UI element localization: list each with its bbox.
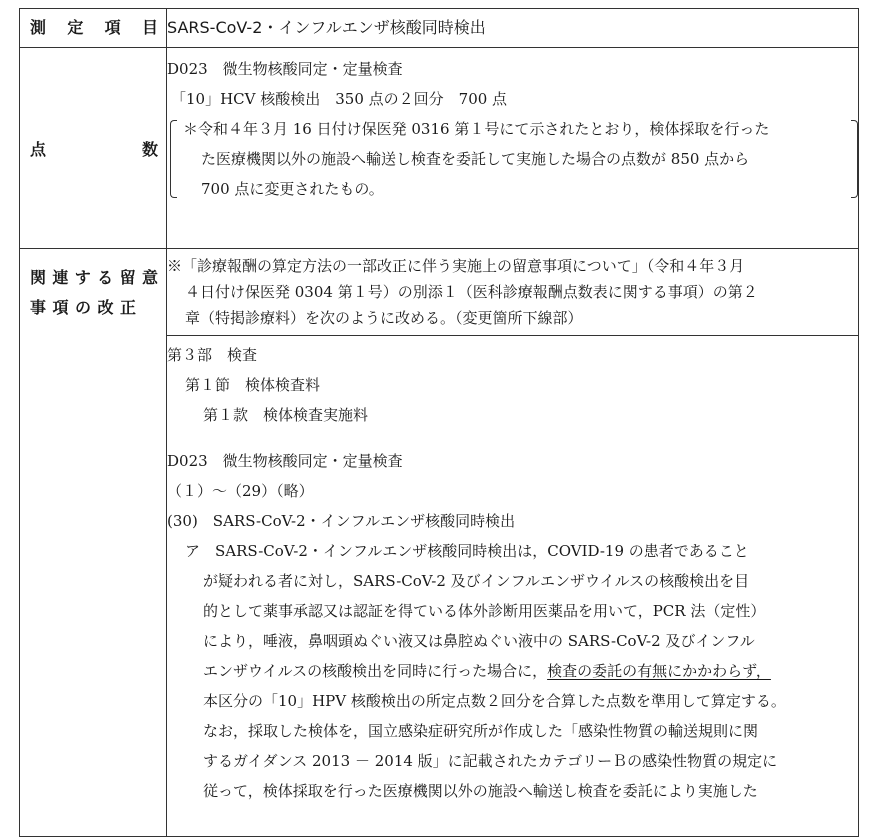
paragraph-a-line: 本区分の「10」HPV 核酸検出の所定点数２回分を合算した点数を準用して算定する。 xyxy=(203,692,786,710)
points-line-1: D023 微生物核酸同定・定量検査 xyxy=(167,60,403,78)
points-note-line: ＊令和４年３月 16 日付け保医発 0316 第１号にて示されたとおり，検体採取を行った xyxy=(183,120,770,138)
changed-text-underline: 検査の委託の有無にかかわらず， xyxy=(547,662,771,680)
paragraph-a-line: により，唾液，鼻咽頭ぬぐい液又は鼻腔ぬぐい液中の SARS-CoV-2 及びインフル xyxy=(203,632,755,650)
header-row xyxy=(20,9,859,48)
paragraph-a-line: が疑われる者に対し，SARS-CoV-2 及びインフルエンザウイルスの核酸検出を目 xyxy=(203,572,750,590)
points-label-char: 数 xyxy=(141,139,158,159)
points-note xyxy=(167,114,858,204)
related-label-cell xyxy=(20,249,167,837)
related-label-char: 項 xyxy=(52,298,69,317)
part-heading: 第３部 検査 xyxy=(167,346,258,364)
points-label-cell xyxy=(20,48,167,249)
notice-line: ４日付け保医発 0304 第１号）の別添１（医科診療報酬点数表に関する事項）の第２ xyxy=(185,283,758,301)
related-label-char: 事 xyxy=(30,298,47,317)
item-code: D023 微生物核酸同定・定量検査 xyxy=(167,452,403,470)
related-notice-cell xyxy=(167,249,859,336)
paragraph-a-underlined-line xyxy=(167,656,858,686)
paragraph-a-line: 従って，検体採取を行った医療機関以外の施設へ輸送し検査を委託により実施した xyxy=(203,782,758,800)
points-line-2: 「10」HCV 核酸検出 350 点の２回分 700 点 xyxy=(171,90,508,108)
paragraph-a-lead: ア SARS-CoV-2・インフルエンザ核酸同時検出は，COVID-19 の患者であること xyxy=(185,542,749,560)
related-row xyxy=(20,249,859,336)
page-title: SARS-CoV-2・インフルエンザ核酸同時検出 xyxy=(167,18,486,37)
related-label-char: す xyxy=(74,268,91,287)
item-range: （１）～（29）（略） xyxy=(167,482,314,500)
item-30-title: (30) SARS-CoV-2・インフルエンザ核酸同時検出 xyxy=(167,512,516,530)
related-label-char: る xyxy=(97,268,114,287)
points-note-line: た医療機関以外の施設へ輸送し検査を委託して実施した場合の点数が 850 点から xyxy=(201,150,750,168)
points-label xyxy=(20,137,166,160)
notice-line: ※「診療報酬の算定方法の一部改正に伴う実施上の留意事項について」（令和４年３月 xyxy=(167,257,745,275)
header-label-char: 項 xyxy=(104,18,121,37)
related-label-char: 連 xyxy=(52,268,69,287)
related-label-char: の xyxy=(74,298,91,317)
related-label-line-1 xyxy=(20,263,166,293)
bracket-right xyxy=(851,120,858,198)
notice-line: 章（特掲診療料）を次のように改める。（変更箇所下線部） xyxy=(185,309,583,327)
related-label-char: 改 xyxy=(97,298,114,317)
points-note-line: 700 点に変更されたもの。 xyxy=(201,180,384,198)
paragraph-a-text: エンザウイルスの核酸検出を同時に行った場合に， xyxy=(203,662,548,680)
header-label-char: 目 xyxy=(141,18,158,37)
related-label-char: 意 xyxy=(141,268,158,287)
related-label-line-2 xyxy=(20,293,166,323)
points-row xyxy=(20,48,859,249)
body-cell xyxy=(167,336,859,837)
related-label-char: 関 xyxy=(30,268,47,287)
paragraph-a-line: なお，採取した検体を，国立感染症研究所が作成した「感染性物質の輸送規則に関 xyxy=(203,722,759,740)
header-label xyxy=(20,9,166,47)
related-label-char: 正 xyxy=(119,298,136,317)
notice-table xyxy=(19,8,859,837)
section-heading: 第１節 検体検査料 xyxy=(185,376,321,394)
paragraph-a-line: するガイダンス 2013 － 2014 版」に記載されたカテゴリーＢの感染性物質の規定に xyxy=(203,752,778,770)
header-title-cell xyxy=(167,9,859,48)
header-label-char: 測 xyxy=(30,18,47,37)
header-label-cell xyxy=(20,9,167,48)
document-sheet xyxy=(19,8,859,798)
bracket-left xyxy=(170,120,177,198)
header-label-char: 定 xyxy=(67,18,84,37)
related-label-char: 留 xyxy=(119,268,136,287)
points-label-char: 点 xyxy=(30,139,47,159)
paragraph-a-line: 的として薬事承認又は認証を得ている体外診断用医薬品を用いて，PCR 法（定性） xyxy=(203,602,766,620)
subsection-heading: 第１款 検体検査実施料 xyxy=(203,406,369,424)
points-content-cell xyxy=(167,48,859,249)
